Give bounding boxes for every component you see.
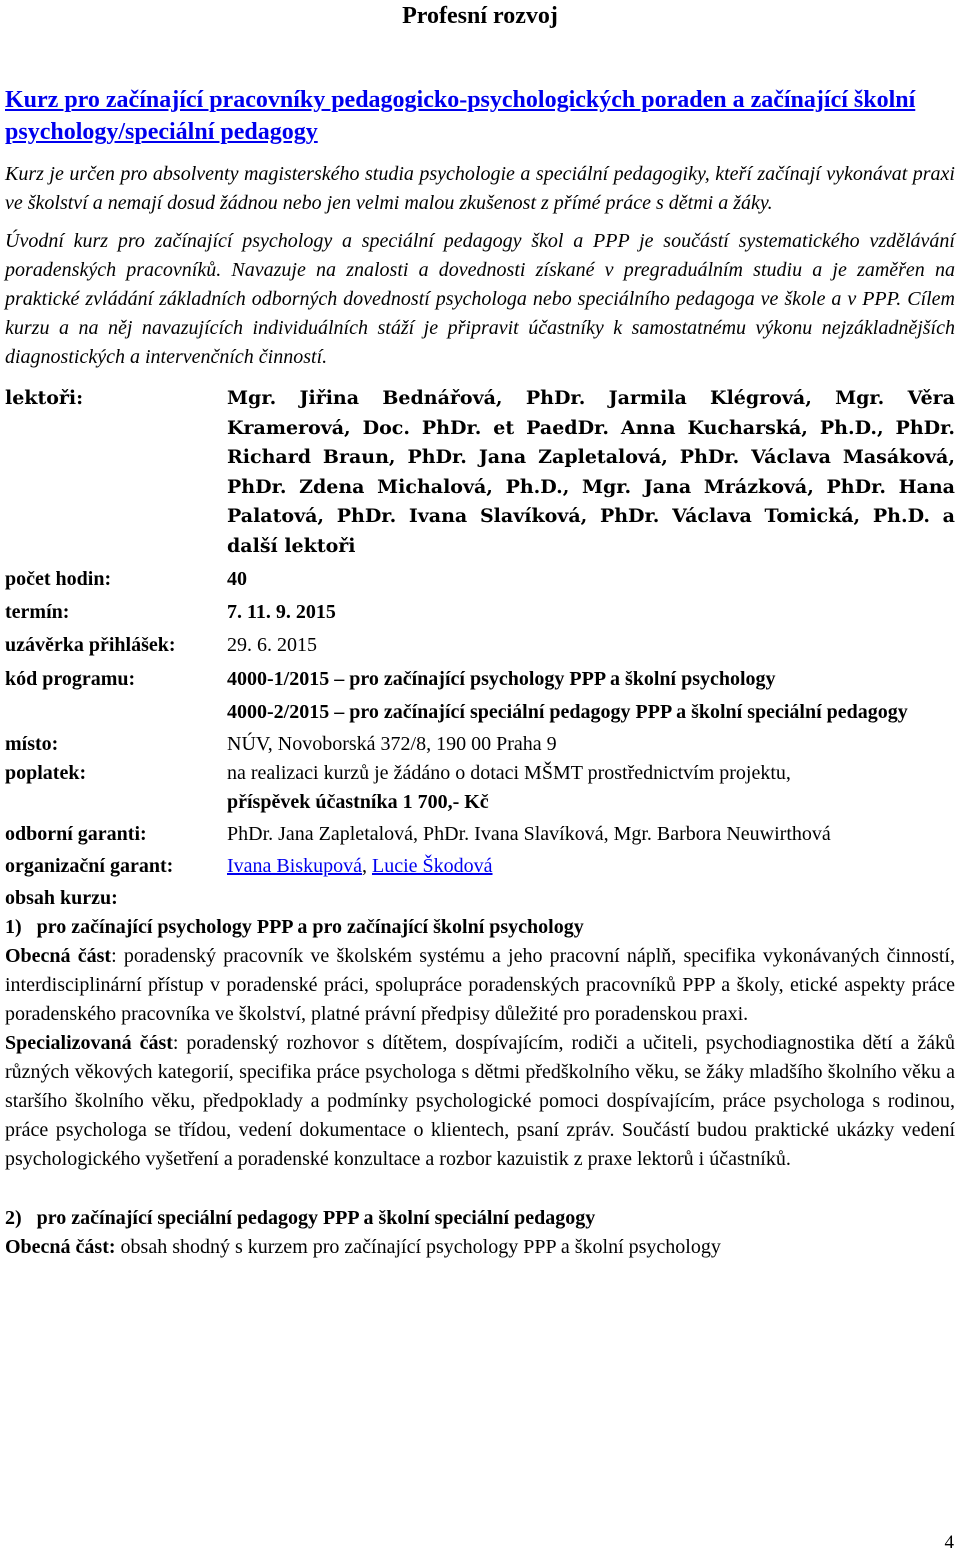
code-row [5,665,955,694]
term-value: 7. 11. 9. 2015 [227,601,336,623]
deadline-label: uzávěrka přihlášek: [5,634,176,656]
hours-value: 40 [227,568,247,590]
section-1-title: 1) pro začínající psychology PPP a pro začínající školní psychology [5,916,584,938]
guarantors-value: PhDr. Jana Zapletalová, PhDr. Ivana Slavíková, Mgr. Barbora Neuwirthová [227,823,831,845]
lectors-label: lektoři: [5,387,84,409]
org-guarantor-row [5,852,955,881]
place-label: místo: [5,733,59,755]
course-intro [5,160,955,372]
deadline-value: 29. 6. 2015 [227,634,317,656]
section-1-special [5,1029,955,1174]
code-value-2: 4000-2/2015 – pro začínající speciální pedagogy PPP a školní speciální pedagogy [227,701,908,723]
place-value: NÚV, Novoborská 372/8, 190 00 Praha 9 [227,733,557,755]
intro-paragraph: Úvodní kurz pro začínající psychology a speciální pedagogy škol a PPP je součástí systematického vzdělávání poradenských pracovníků. Navazuje na znalosti a dovednosti získané v pregraduálním studiu a je zaměřen na praktické zvládání základních odborných dovedností psychologa nebo speciálního pedagoga ve škole a v PPP. Cílem kurzu a na něj navazujících individuálních stáží je připravit účastníky k samostatnému výkonu nejzákladnějších diagnostických a intervenčních činností. [5,230,955,368]
general-2-text: obsah shodný s kurzem pro začínající psychology PPP a školní psychology [115,1236,721,1258]
org-guarantor-label: organizační garant: [5,855,174,877]
section-2-general [5,1233,955,1262]
section-1-general [5,942,955,1029]
code-label: kód programu: [5,668,136,690]
special-label: Specializovaná část [5,1032,173,1054]
guarantors-row [5,820,955,849]
term-label: termín: [5,601,70,623]
course-details [5,384,955,881]
intro-paragraph: Kurz je určen pro absolventy magisterského studia psychologie a speciální pedagogiky, kteří začínají vykonávat praxi ve školství a nemají dosud žádnou nebo jen velmi malou zkušenost z přímé práce s dětmi a žáky. [5,163,955,214]
org-guarantor-link-1[interactable]: Ivana Biskupová [227,855,362,877]
course-title-link[interactable]: Kurz pro začínající pracovníky pedagogicko-psychologických poraden a začínající školní psychology/speciální pedagogy [5,87,916,145]
fee-label: poplatek: [5,762,87,784]
page-title: Profesní rozvoj [402,3,558,29]
hours-label: počet hodin: [5,568,112,590]
separator: , [361,855,367,877]
hours-row [5,565,955,594]
section-2-title: 2) pro začínající speciální pedagogy PPP a školní speciální pedagogy [5,1207,596,1229]
guarantors-label: odborní garanti: [5,823,147,845]
term-row [5,598,955,627]
fee-value [227,759,955,817]
fee-row [5,759,955,817]
deadline-row [5,631,955,660]
org-guarantor-link-2[interactable]: Lucie Škodová [371,855,493,877]
course-content [5,884,955,1262]
place-row [5,730,955,759]
org-guarantor-value [227,852,955,881]
lectors-value: Mgr. Jiřina Bednářová, PhDr. Jarmila Klégrová, Mgr. Věra Kramerová, Doc. PhDr. et PaedDr. Anna Kucharská, Ph.D., PhDr. Richard Braun, PhDr. Jana Zapletalová, PhDr. Václava Masáková, PhDr. Zdena Michalová, Ph.D., Mgr. Jana Mrázková, PhDr. Hana Palatová, PhDr. Ivana Slavíková, PhDr. Václava Tomická, Ph.D. a další lektoři [227,387,955,557]
fee-contribution: příspěvek účastníka 1 700,- Kč [227,791,489,813]
content-heading: obsah kurzu: [5,887,118,909]
lectors-row [5,384,955,561]
document-page [5,0,955,1262]
code-value-1: 4000-1/2015 – pro začínající psychology PPP a školní psychology [227,668,776,690]
general-label: Obecná část [5,945,112,967]
page-number: 4 [944,1532,954,1553]
general-2-label: Obecná část: [5,1236,116,1258]
special-text: : poradenský rozhovor s dítětem, dospívajícím, rodiči a učiteli, psychodiagnostika dětí a žáků různých věkových kategorií, specifika práce psychologa s dětmi předškolního věku, se žáky mladšího školního věku a staršího školního věku, předpoklady a podmínky psychologické pomoci dospívajícím, práce psychologa s rodinou, práce psychologa se třídou, vedení dokumentace o klientech, psaní zpráv. Součástí budou praktické ukázky vedení psychologického vyšetření a poradenské konzultace a rozbor kazuistik z praxe lektorů i účastníků. [5,1032,956,1170]
general-text: : poradenský pracovník ve školském systému a jeho pracovní náplň, specifika vykonávaných činností, interdisciplinární přístup v poradenské práci, spolupráce poradenských pracovníků PPP a školy, etické aspekty práce poradenského pracovníka ve školství, platné právní předpisy důležité pro poradenskou praxi. [5,945,955,1025]
fee-text: na realizaci kurzů je žádáno o dotaci MŠMT prostřednictvím projektu, [227,762,791,784]
